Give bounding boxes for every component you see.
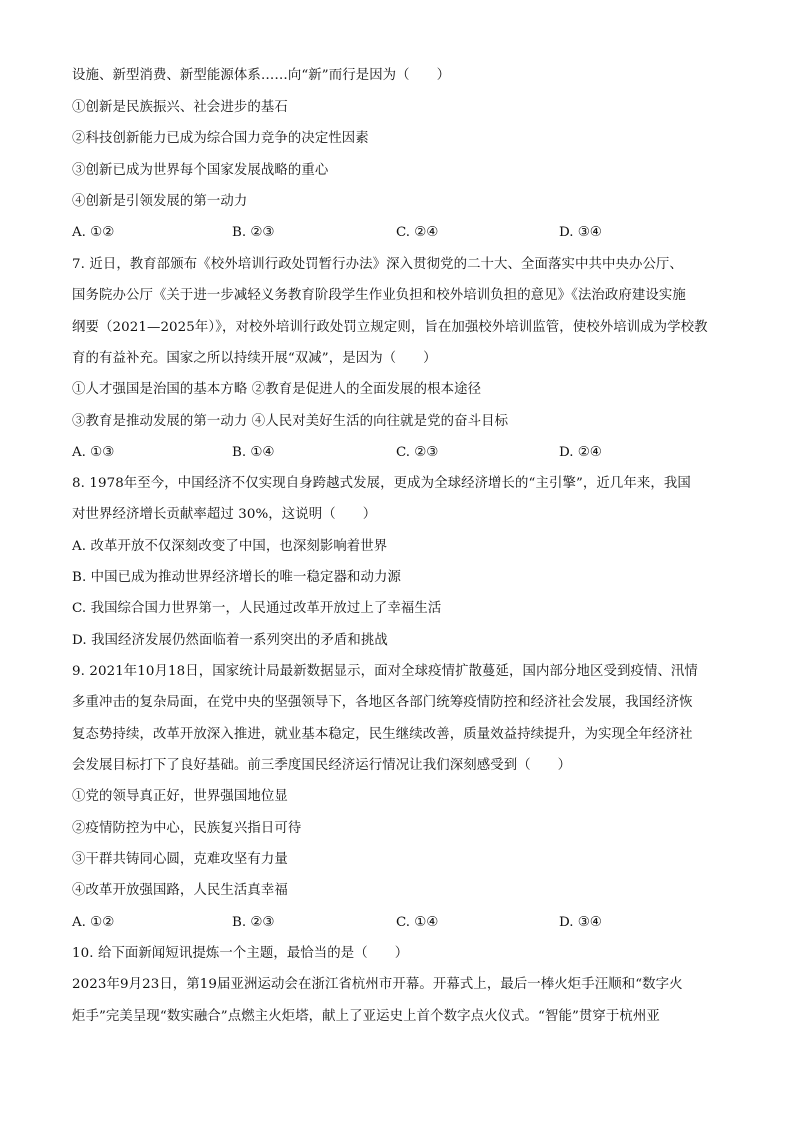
q6-option-b: B. ②③ [232,225,275,240]
question-8-stem-1: 8. 1978年至今，中国经济不仅实现自身跨越式发展，更成为全球经济增长的“主引擎”，近几年来，我国 [72,476,691,491]
q7-option-d: D. ②④ [559,445,602,460]
q6-option-d: D. ③④ [559,225,602,240]
question-9-stem-2: 多重冲击的复杂局面，在党中央的坚强领导下，各地区各部门统筹疫情防控和经济社会发展，我国经济恢 [72,695,693,710]
q6-statement-1: ①创新是民族振兴、社会进步的基石 [72,100,288,115]
q9-statement-4: ④改革开放强国路，人民生活真幸福 [72,883,288,898]
q9-statement-1: ①党的领导真正好，世界强国地位显 [72,789,288,804]
q6-option-a: A. ①② [72,225,115,240]
question-7-stem-3: 纲要（2021—2025年）》，对校外培训行政处罚立规定则，旨在加强校外培训监管，使校外培训成为学校教 [72,320,708,335]
question-9-stem-4: 会发展目标打下了良好基础。前三季度国民经济运行情况让我们深刻感受到（ ） [72,758,572,773]
q7-option-b: B. ①④ [232,445,275,460]
q8-option-d: D. 我国经济发展仍然面临着一系列突出的矛盾和挑战 [72,633,388,648]
q7-option-c: C. ②③ [396,445,439,460]
q9-option-d: D. ③④ [559,915,602,930]
q10-passage-1: 2023年9月23日，第19届亚洲运动会在浙江省杭州市开幕。开幕式上，最后一棒火炬手汪顺和“数字火 [72,977,683,992]
question-7-stem-2: 国务院办公厅《关于进一步减轻义务教育阶段学生作业负担和校外培训负担的意见》《法治政府建设实施 [72,288,686,303]
q7-statements-3-4: ③教育是推动发展的第一动力 ④人民对美好生活的向往就是党的奋斗目标 [72,414,509,429]
q9-statement-3: ③干群共铸同心圆，克难攻坚有力量 [72,852,288,867]
q7-option-a: A. ①③ [72,445,115,460]
question-9-stem-1: 9. 2021年10月18日，国家统计局最新数据显示，面对全球疫情扩散蔓延，国内部分地区受到疫情、汛情 [72,664,698,679]
q6-statement-2: ②科技创新能力已成为综合国力竞争的决定性因素 [72,131,369,146]
question-9-stem-3: 复态势持续，改革开放深入推进，就业基本稳定，民生继续改善，质量效益持续提升，为实现全年经济社 [72,727,693,742]
question-10-stem: 10. 给下面新闻短讯提炼一个主题，最恰当的是（ ） [72,946,409,961]
q9-option-c: C. ①④ [396,915,439,930]
question-7-stem-1: 7. 近日，教育部颁布《校外培训行政处罚暂行办法》深入贯彻党的二十大、全面落实中共中央办公厅、 [72,257,683,272]
q9-statement-2: ②疫情防控为中心，民族复兴指日可待 [72,821,302,836]
question-6-stem: 设施、新型消费、新型能源体系……向“新”而行是因为（ ） [72,68,451,83]
q6-statement-4: ④创新是引领发展的第一动力 [72,194,248,209]
q6-option-c: C. ②④ [396,225,439,240]
q8-option-a: A. 改革开放不仅深刻改变了中国，也深刻影响着世界 [72,539,388,554]
q7-statements-1-2: ①人才强国是治国的基本方略 ②教育是促进人的全面发展的根本途径 [72,382,482,397]
question-7-stem-4: 育的有益补充。国家之所以持续开展“双减”，是因为（ ） [72,351,437,366]
q10-passage-2: 炬手”完美呈现“数实融合”点燃主火炬塔，献上了亚运史上首个数字点火仪式。“智能”贯穿于杭州亚 [72,1009,660,1024]
q9-option-a: A. ①② [72,915,115,930]
q6-statement-3: ③创新已成为世界每个国家发展战略的重心 [72,163,329,178]
question-8-stem-2: 对世界经济增长贡献率超过 30%，这说明（ ） [72,507,377,522]
q8-option-b: B. 中国已成为推动世界经济增长的唯一稳定器和动力源 [72,570,401,585]
q9-option-b: B. ②③ [232,915,275,930]
q8-option-c: C. 我国综合国力世界第一，人民通过改革开放过上了幸福生活 [72,601,442,616]
